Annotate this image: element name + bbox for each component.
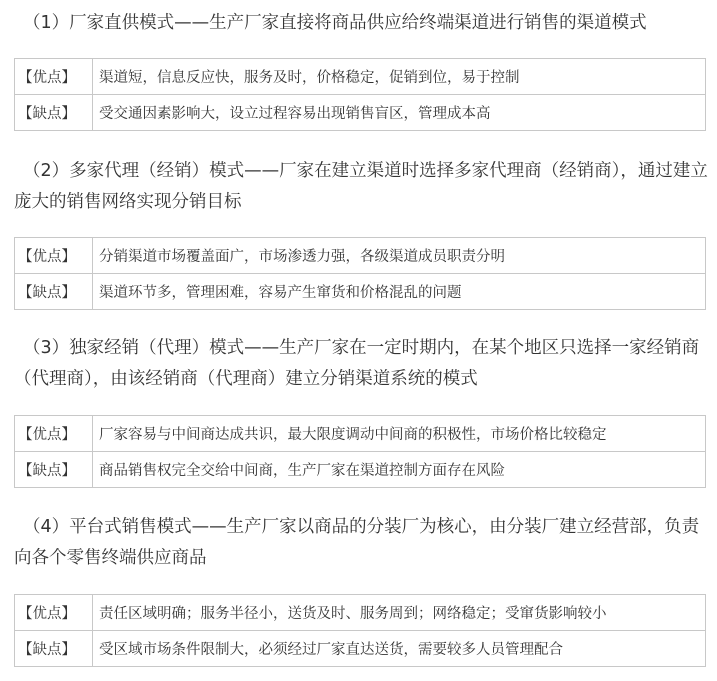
section-4-heading: （4）平台式销售模式——生产厂家以商品的分装厂为核心，由分装厂建立经营部，负责向各个零售终端供应商品 xyxy=(14,517,700,568)
pros-text: 分销渠道市场覆盖面广，市场渗透力强，各级渠道成员职责分明 xyxy=(93,238,706,274)
cons-row xyxy=(15,274,706,310)
pros-text: 责任区域明确；服务半径小，送货及时、服务周到；网络稳定；受窜货影响较小 xyxy=(93,595,706,631)
cons-label: 【缺点】 xyxy=(15,631,93,667)
pros-label: 【优点】 xyxy=(15,59,93,95)
section-2-heading: （2）多家代理（经销）模式——厂家在建立渠道时选择多家代理商（经销商），通过建立庞大的销售网络实现分销目标 xyxy=(14,161,708,212)
section-1-heading: （1）厂家直供模式——生产厂家直接将商品供应给终端渠道进行销售的渠道模式 xyxy=(23,13,647,33)
section-3-heading: （3）独家经销（代理）模式——生产厂家在一定时期内，在某个地区只选择一家经销商（代理商），由该经销商（代理商）建立分销渠道系统的模式 xyxy=(14,338,700,389)
cons-text: 受区域市场条件限制大，必须经过厂家直达送货，需要较多人员管理配合 xyxy=(93,631,706,667)
pros-row xyxy=(15,595,706,631)
pros-label: 【优点】 xyxy=(15,416,93,452)
pros-row xyxy=(15,416,706,452)
section-2-pros-cons-table xyxy=(14,237,706,310)
pros-row xyxy=(15,59,706,95)
pros-label: 【优点】 xyxy=(15,238,93,274)
section-3-pros-cons-table xyxy=(14,415,706,488)
cons-label: 【缺点】 xyxy=(15,274,93,310)
cons-row xyxy=(15,452,706,488)
cons-text: 受交通因素影响大，设立过程容易出现销售盲区，管理成本高 xyxy=(93,95,706,131)
cons-row xyxy=(15,631,706,667)
cons-text: 渠道环节多，管理困难，容易产生窜货和价格混乱的问题 xyxy=(93,274,706,310)
cons-row xyxy=(15,95,706,131)
section-1-pros-cons-table xyxy=(14,58,706,131)
pros-text: 厂家容易与中间商达成共识，最大限度调动中间商的积极性，市场价格比较稳定 xyxy=(93,416,706,452)
section-4-pros-cons-table xyxy=(14,594,706,667)
cons-text: 商品销售权完全交给中间商，生产厂家在渠道控制方面存在风险 xyxy=(93,452,706,488)
pros-row xyxy=(15,238,706,274)
cons-label: 【缺点】 xyxy=(15,95,93,131)
pros-label: 【优点】 xyxy=(15,595,93,631)
pros-text: 渠道短，信息反应快，服务及时，价格稳定，促销到位，易于控制 xyxy=(93,59,706,95)
cons-label: 【缺点】 xyxy=(15,452,93,488)
